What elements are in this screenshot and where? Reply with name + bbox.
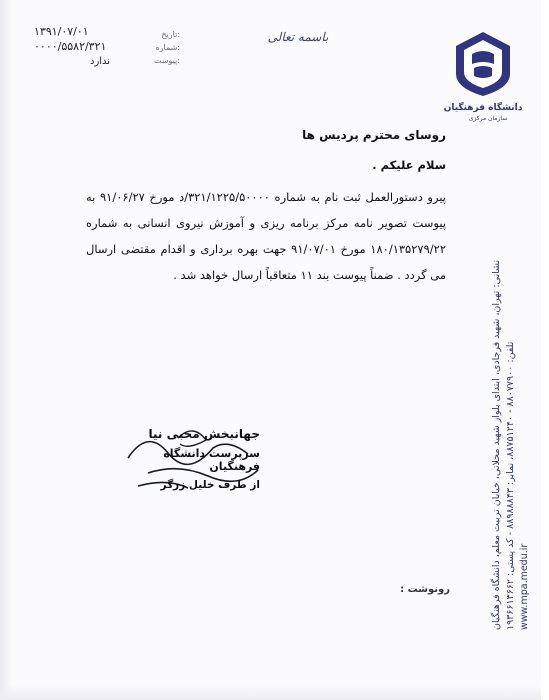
number-value: ۰۰۰۰/۵۵۸۲/۳۲۱ bbox=[34, 40, 107, 53]
svg-text:دانشگاه فرهنگیان: دانشگاه فرهنگیان bbox=[443, 103, 523, 113]
date-value: ۱۳۹۱/۰۷/۰۱ bbox=[34, 25, 89, 38]
greeting: سلام علیکم . bbox=[372, 158, 446, 172]
addressee: روسای محترم پردیس ها bbox=[302, 128, 446, 142]
website-line: www.mpa.medu.ir bbox=[519, 543, 530, 630]
signature-block bbox=[120, 427, 260, 491]
signatory-name: جهانبخش محبی نیا bbox=[148, 427, 260, 441]
logo-emblem-icon bbox=[443, 30, 523, 122]
phone-line: تلفن: ۸۸۰۷۷۹۰۰ - ۸۸۷۵۱۲۴۰، نمابر: ۸۸۹۸۸۸۴۳ - کد پستی: ۱۹۳۶۶۱۳۶۶۲ bbox=[505, 341, 516, 630]
address-strip bbox=[489, 190, 549, 630]
cc-label: رونوشت : bbox=[400, 584, 450, 595]
meta-labels bbox=[138, 28, 180, 67]
letter-body bbox=[86, 128, 446, 288]
invocation-text: باسمه تعالی bbox=[267, 30, 329, 44]
attachment-value: ندارد bbox=[90, 56, 111, 67]
letter-paragraph: پیرو دستورالعمل ثبت نام به شماره ۳۲۱/۱۲۲۵/۵۰۰۰۰/د مورخ ۹۱/۰۶/۲۷ به پیوست تصویر نامه مرکز برنامه ریزی و آموزش نیروی انسانی به شماره ۱۸۰/۱۳۵۲۷۹/۲۲ مورخ ۹۱/۰۷/۰۱ جهت بهره برداری و اقدام مقتضی ارسال می گردد . ضمناً پیوست بند ۱۱ متعاقباً ارسال خواهد شد . bbox=[86, 190, 446, 282]
date-label: تاریخ: bbox=[161, 30, 180, 39]
page-bottom-edge bbox=[0, 686, 541, 700]
page-edge-shadow bbox=[0, 0, 12, 700]
signatory-title: سرپرست دانشگاه فرهنگیان bbox=[163, 447, 260, 473]
signatory-on-behalf: از طرف خلیل زرگر bbox=[160, 479, 260, 491]
meta-values bbox=[34, 24, 144, 69]
address-line: نشانی: تهران، شهید فرجادی، ابتدای بلوار شهید محلاتی، خیابان تربیت معلم، دانشگاه فرهنگیان bbox=[491, 259, 502, 630]
attachment-label: پیوست: bbox=[153, 56, 180, 65]
university-logo bbox=[443, 30, 523, 122]
number-label: شماره: bbox=[155, 43, 180, 52]
svg-text:سازمان مرکزی: سازمان مرکزی bbox=[468, 115, 508, 122]
